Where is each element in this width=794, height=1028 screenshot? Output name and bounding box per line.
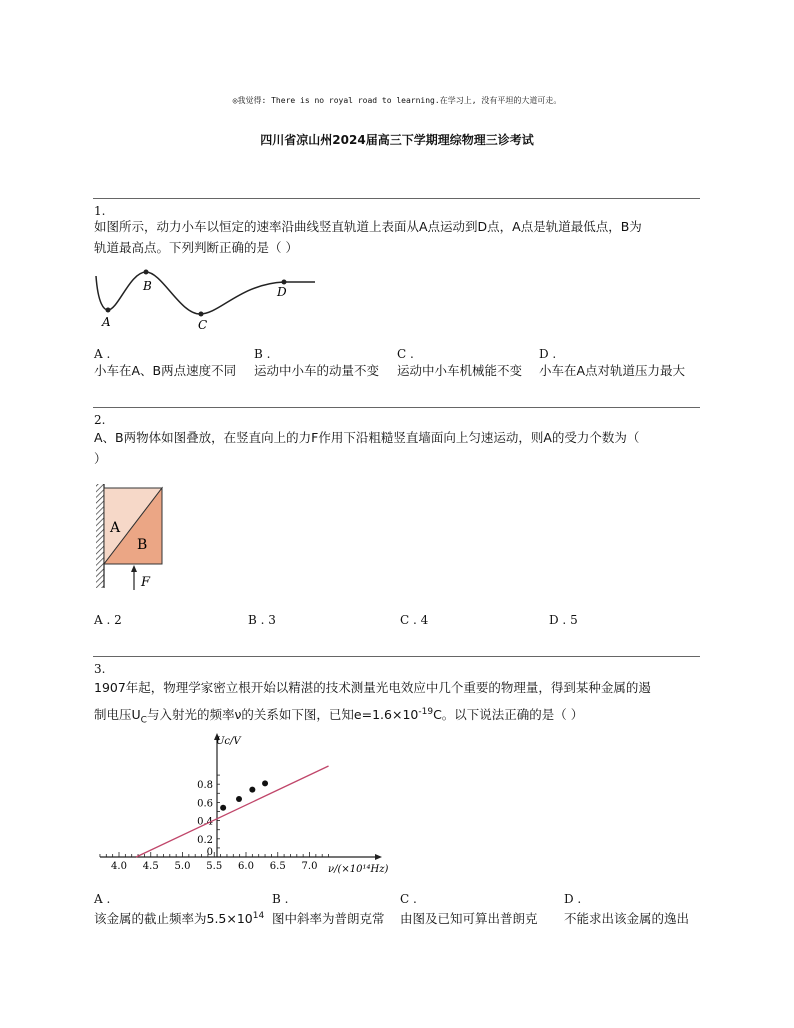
x-tick-label: 4.5	[142, 861, 159, 872]
option-b-text[interactable]: 运动中小车的动量不变	[254, 363, 380, 378]
option-a[interactable]: A . 2	[94, 613, 122, 627]
x-tick-label: 7.0	[301, 861, 318, 872]
x-tick-label: 6.5	[269, 861, 286, 872]
option-d-text[interactable]: 小车在A点对轨道压力最大	[539, 363, 686, 378]
q3-line2	[94, 700, 700, 733]
point-b	[144, 270, 149, 275]
track-figure	[90, 264, 330, 334]
x-axis-arrow	[375, 854, 382, 860]
option-a-text[interactable]	[94, 909, 264, 927]
option-c-label[interactable]: C .	[400, 892, 417, 906]
y-tick-label: 0	[206, 847, 213, 858]
label-b: B	[143, 279, 152, 293]
x-axis-label: ν/(×10¹⁴Hz)	[328, 864, 389, 875]
chart-axes	[100, 733, 382, 860]
point-d	[282, 280, 287, 285]
y-axis-label: Uc/V	[216, 736, 241, 747]
data-point	[262, 780, 268, 786]
data-point	[236, 796, 242, 802]
chart-series	[136, 766, 328, 857]
data-point	[220, 805, 226, 811]
label-c: C	[198, 318, 208, 332]
block-b-label: B	[137, 537, 148, 553]
question-number: 3.	[94, 662, 106, 676]
option-d-label[interactable]: D .	[539, 347, 557, 361]
q1-line2: 轨道最高点。下列判断正确的是（ ）	[94, 240, 298, 255]
x-tick-label: 6.0	[238, 861, 254, 872]
q2-line2: ）	[94, 451, 107, 466]
q1-line1: 如图所示，动力小车以恒定的速率沿曲线竖直轨道上表面从A点运动到D点，A点是轨道最低点，B为	[94, 219, 642, 234]
page-title: 四川省凉山州2024届高三下学期理综物理三诊考试	[260, 133, 534, 147]
option-b[interactable]: B . 3	[248, 613, 276, 627]
option-a-sup: 14	[252, 910, 265, 921]
option-c-text[interactable]: 运动中小车机械能不变	[397, 363, 523, 378]
q3-line2-a: 制电压U	[94, 707, 141, 723]
option-c[interactable]: C . 4	[400, 613, 429, 627]
question-1-text	[94, 216, 700, 258]
uc-frequency-chart	[90, 730, 390, 878]
option-d-label[interactable]: D .	[564, 892, 582, 906]
wall-hatch	[96, 484, 104, 588]
block-a-label: A	[110, 520, 121, 536]
fit-line	[136, 766, 328, 857]
option-d[interactable]: D . 5	[549, 613, 578, 627]
question-number: 2.	[94, 413, 106, 427]
divider	[93, 407, 700, 408]
option-c-text[interactable]: 由图及已知可算出普朗克	[400, 911, 538, 926]
option-b-label[interactable]: B .	[254, 347, 271, 361]
q3-line1: 1907年起，物理学家密立根开始以精湛的技术测量光电效应中几个重要的物理量，得到某种金属的遏	[94, 680, 651, 695]
option-b-label[interactable]: B .	[272, 892, 289, 906]
point-c	[199, 312, 204, 317]
x-tick-label: 5.0	[174, 861, 191, 872]
q3-line2-c: C。以下说法正确的是（ ）	[433, 707, 584, 723]
q3-line2-sup: -19	[418, 707, 434, 717]
force-label: F	[141, 575, 151, 590]
question-2-text	[94, 427, 700, 469]
force-arrowhead	[131, 565, 137, 572]
question-number: 1.	[94, 204, 106, 218]
y-tick-label: 0.8	[197, 780, 213, 792]
data-point	[249, 787, 255, 793]
y-tick-label: 0.4	[197, 816, 213, 828]
option-b-text[interactable]: 图中斜率为普朗克常	[272, 911, 385, 926]
x-tick-label: 5.5	[206, 861, 223, 872]
blocks-figure	[94, 482, 174, 594]
divider	[93, 198, 700, 199]
option-a-text[interactable]: 小车在A、B两点速度不同	[94, 363, 237, 378]
label-d: D	[277, 285, 287, 299]
q3-line2-sub: C	[140, 715, 147, 726]
option-a-label[interactable]: A .	[94, 892, 111, 906]
divider	[93, 656, 700, 657]
y-tick-label: 0.2	[197, 834, 213, 846]
option-a-label[interactable]: A .	[94, 347, 111, 361]
q2-line1: A、B两物体如图叠放，在竖直向上的力F作用下沿粗糙竖直墙面向上匀速运动，则A的受力个数为（	[94, 430, 640, 445]
q3-line2-b: 与入射光的频率ν的关系如下图，已知e=1.6×10	[146, 707, 419, 723]
point-a	[106, 308, 111, 313]
option-c-label[interactable]: C .	[397, 347, 414, 361]
option-d-text[interactable]: 不能求出该金属的逸出	[564, 911, 690, 926]
option-a-main: 该金属的截止频率为5.5×10	[94, 911, 253, 926]
header-motto: ◎我觉得: There is no royal road to learning.在学习上, 没有平坦的大道可走。	[232, 96, 562, 105]
y-tick-label: 0.6	[197, 798, 213, 810]
question-3-text	[94, 676, 700, 733]
label-a: A	[102, 315, 111, 329]
x-tick-label: 4.0	[111, 861, 127, 872]
